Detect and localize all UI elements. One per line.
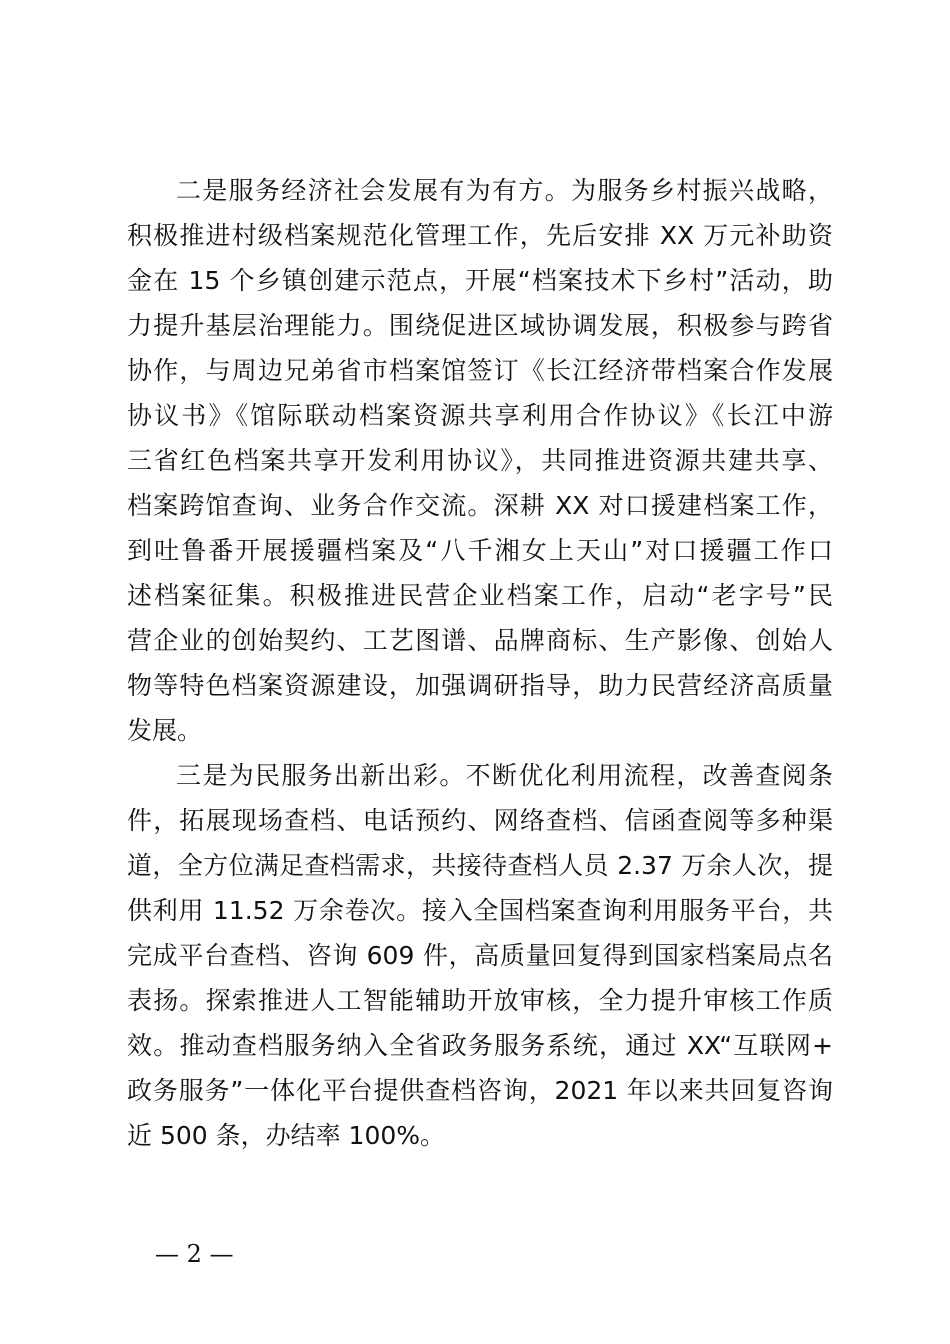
paragraph-2-line-3: 道，全方位满足查档需求，共接待查档人员 2.37 万余人次，提 <box>127 851 833 880</box>
paragraph-1-line-3: 金在 15 个乡镇创建示范点，开展“档案技术下乡村”活动，助 <box>127 266 833 295</box>
paragraph-1-line-10: 述档案征集。积极推进民营企业档案工作，启动“老字号”民 <box>127 581 833 610</box>
paragraph-2-line-1: 三是为民服务出新出彩。不断优化利用流程，改善查阅条 <box>176 761 833 790</box>
paragraph-2-line-2: 件，拓展现场查档、电话预约、网络查档、信函查阅等多种渠 <box>127 806 833 835</box>
paragraph-1-line-2: 积极推进村级档案规范化管理工作，先后安排 XX 万元补助资 <box>127 221 833 250</box>
paragraph-1-line-11: 营企业的创始契约、工艺图谱、品牌商标、生产影像、创始人 <box>127 626 833 655</box>
paragraph-1-line-1: 二是服务经济社会发展有为有方。为服务乡村振兴战略， <box>176 176 833 205</box>
paragraph-2-line-9: 近 500 条，办结率 100%。 <box>127 1121 446 1150</box>
paragraph-1-line-4: 力提升基层治理能力。围绕促进区域协调发展，积极参与跨省 <box>127 311 833 340</box>
paragraph-1-line-7: 三省红色档案共享开发利用协议》，共同推进资源共建共享、 <box>127 446 833 475</box>
paragraph-1-line-5: 协作，与周边兄弟省市档案馆签订《长江经济带档案合作发展 <box>127 356 833 385</box>
page-number: — 2 — <box>155 1240 234 1268</box>
paragraph-1-line-6: 协议书》《馆际联动档案资源共享利用合作协议》《长江中游 <box>127 401 833 430</box>
paragraph-1-line-12: 物等特色档案资源建设，加强调研指导，助力民营经济高质量 <box>127 671 833 700</box>
paragraph-2-line-6: 表扬。探索推进人工智能辅助开放审核，全力提升审核工作质 <box>127 986 833 1015</box>
paragraph-2-line-8: 政务服务”一体化平台提供查档咨询，2021 年以来共回复咨询 <box>127 1076 833 1105</box>
paragraph-2-line-5: 完成平台查档、咨询 609 件，高质量回复得到国家档案局点名 <box>127 941 833 970</box>
paragraph-1-line-13: 发展。 <box>127 716 203 745</box>
paragraph-1-line-8: 档案跨馆查询、业务合作交流。深耕 XX 对口援建档案工作， <box>127 491 833 520</box>
paragraph-1-line-9: 到吐鲁番开展援疆档案及“八千湘女上天山”对口援疆工作口 <box>127 536 833 565</box>
paragraph-2-line-4: 供利用 11.52 万余卷次。接入全国档案查询利用服务平台，共 <box>127 896 833 925</box>
paragraph-2-line-7: 效。推动查档服务纳入全省政务服务系统，通过 XX“互联网+ <box>127 1031 833 1060</box>
